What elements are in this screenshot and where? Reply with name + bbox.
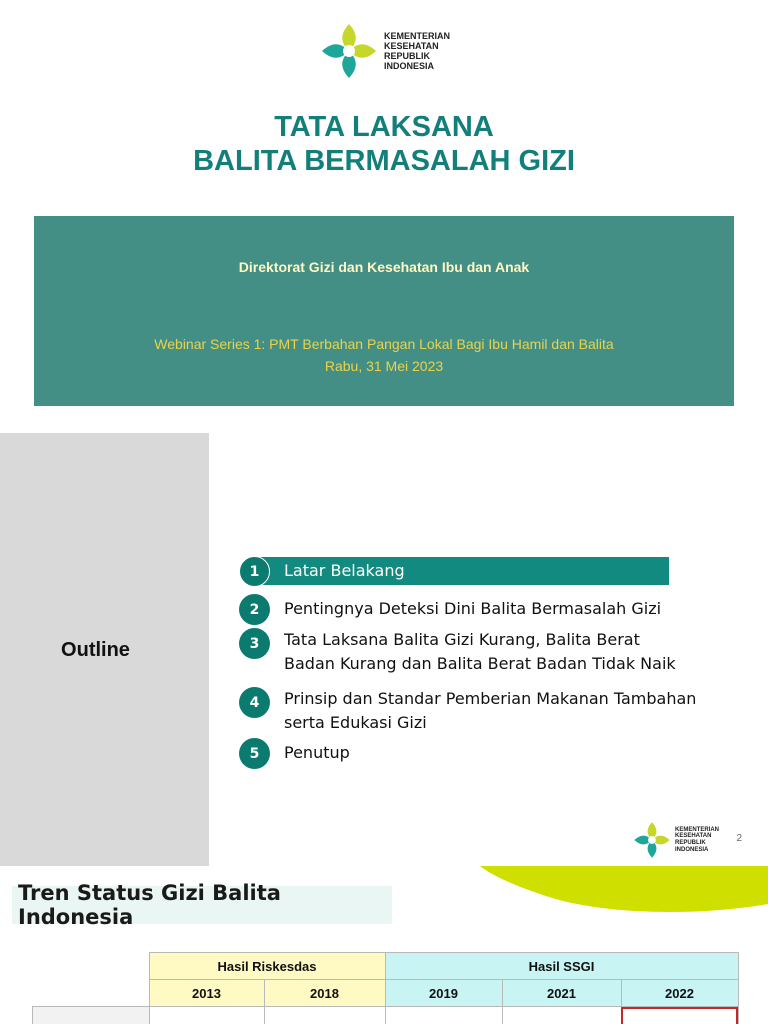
empty-cell — [33, 980, 150, 1007]
table-cell — [264, 1007, 385, 1024]
table-cell — [149, 1007, 264, 1024]
outline-item-3 — [239, 628, 689, 676]
kemenkes-emblem-icon — [320, 22, 378, 80]
logo-line: REPUBLIK — [384, 51, 431, 61]
item-text: Prinsip dan Standar Pemberian Makanan Tambahan serta Edukasi Gizi — [284, 689, 697, 732]
table-year-row — [33, 980, 739, 1007]
header-ssgi: Hasil SSGI — [385, 953, 738, 980]
logo-line: INDONESIA — [675, 846, 709, 853]
logo-line: REPUBLIK — [675, 840, 706, 846]
logo-text — [675, 827, 719, 854]
item-text: Pentingnya Deteksi Dini Balita Bermasalah Gizi — [284, 599, 662, 618]
kemenkes-logo — [320, 22, 450, 80]
logo-line: KEMENTERIAN — [675, 826, 720, 833]
title-line-1: TATA LAKSANA — [274, 111, 494, 143]
year-cell: 2013 — [149, 980, 264, 1007]
info-banner — [34, 216, 734, 406]
outline-slide — [0, 433, 768, 866]
item-number: 1 — [239, 556, 270, 587]
item-number: 3 — [239, 628, 270, 659]
year-cell: 2022 — [621, 980, 738, 1007]
table-cell — [385, 1007, 502, 1024]
table-row — [33, 1007, 739, 1024]
slide-title: Tren Status Gizi Balita Indonesia — [12, 886, 392, 924]
webinar-date: Rabu, 31 Mei 2023 — [324, 358, 444, 374]
item-number: 2 — [239, 594, 270, 625]
outline-label: Outline — [61, 639, 130, 661]
logo-text — [384, 31, 450, 71]
outline-item-1 — [239, 556, 704, 587]
year-cell: 2018 — [264, 980, 385, 1007]
logo-line: KESEHATAN — [384, 40, 439, 51]
item-text: Penutup — [284, 743, 350, 762]
item-text: Latar Belakang — [284, 561, 405, 580]
nutrition-status-table — [32, 952, 739, 1024]
webinar-title: Webinar Series 1: PMT Berbahan Pangan Lokal Bagi Ibu Hamil dan Balita — [154, 336, 614, 352]
year-cell: 2019 — [385, 980, 502, 1007]
decorative-swoosh-icon — [480, 866, 768, 916]
slide-title — [0, 110, 768, 178]
outline-item-5 — [239, 738, 704, 769]
header-riskesdas: Hasil Riskesdas — [149, 953, 385, 980]
logo-line: INDONESIA — [384, 61, 435, 72]
kemenkes-emblem-icon — [633, 821, 671, 859]
table-cell — [502, 1007, 621, 1024]
table-header-row — [33, 953, 739, 980]
item-number: 5 — [239, 738, 270, 769]
title-line-2: BALITA BERMASALAH GIZI — [193, 145, 575, 177]
directorate-text: Direktorat Gizi dan Kesehatan Ibu dan Anak — [238, 259, 530, 275]
highlighted-cell — [621, 1007, 738, 1024]
empty-cell — [33, 953, 150, 980]
page-number: 2 — [736, 833, 742, 844]
outline-item-4 — [239, 687, 704, 735]
outline-item-2 — [239, 594, 704, 625]
title-slide — [0, 0, 768, 433]
kemenkes-logo-small — [633, 821, 719, 859]
item-text: Tata Laksana Balita Gizi Kurang, Balita Berat Badan Kurang dan Balita Berat Badan Tidak Naik — [284, 630, 676, 673]
item-number: 4 — [239, 687, 270, 718]
logo-line: KESEHATAN — [675, 833, 712, 840]
table-cell — [33, 1007, 150, 1024]
webinar-info — [34, 333, 734, 377]
year-cell: 2021 — [502, 980, 621, 1007]
logo-line: KEMENTERIAN — [384, 30, 451, 41]
trend-slide — [0, 866, 768, 1024]
